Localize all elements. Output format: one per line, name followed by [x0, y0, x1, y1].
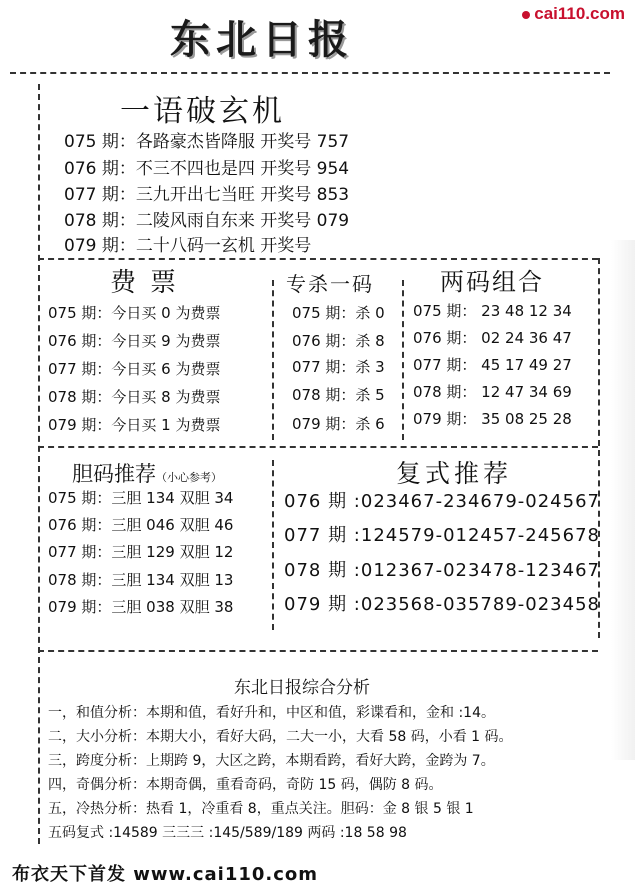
- divider-col-2: [402, 280, 404, 440]
- liangma-line: 079 期： 35 08 25 28: [413, 410, 572, 428]
- feipiao-title: 费票: [110, 268, 191, 298]
- frame-left-border: [38, 84, 40, 844]
- divider-after-yiyu: [38, 258, 598, 260]
- zhuansha-line: 078 期：杀 5: [292, 386, 385, 404]
- danma-title: [72, 458, 222, 488]
- yiyu-line: 076 期：不三不四也是四 开奖号 954: [64, 159, 350, 179]
- danma-note: （小心参考）: [156, 471, 222, 484]
- danma-line: 077 期：三胆 129 双胆 12: [48, 543, 234, 561]
- danma-title-text: 胆码推荐: [72, 462, 156, 486]
- yiyu-line: 078 期：二陵风雨自东来 开奖号 079: [64, 211, 350, 231]
- zhuansha-line: 076 期：杀 8: [292, 332, 385, 350]
- zhuansha-line: 075 期：杀 0: [292, 304, 385, 322]
- liangma-title: 两码组合: [440, 268, 544, 296]
- divider-middle: [38, 446, 598, 448]
- analysis-line: 一，和值分析：本期和值，看好升和，中区和值，彩谍看和，金和 :14。: [48, 705, 495, 721]
- frame-top-divider: [10, 72, 610, 74]
- danma-line: 076 期：三胆 046 双胆 46: [48, 516, 234, 534]
- analysis-line: 三，跨度分析：上期跨 9，大区之跨，本期看跨，看好大跨，金跨为 7。: [48, 753, 495, 769]
- analysis-title: 东北日报综合分析: [234, 678, 370, 698]
- zhuansha-line: 077 期：杀 3: [292, 358, 385, 376]
- yiyu-line: 079 期：二十八码一玄机 开奖号: [64, 236, 312, 256]
- liangma-line: 075 期： 23 48 12 34: [413, 302, 572, 320]
- analysis-line: 四，奇偶分析：本期奇偶，重看奇码，奇防 15 码，偶防 8 码。: [48, 777, 443, 793]
- liangma-line: 076 期： 02 24 36 47: [413, 329, 572, 347]
- feipiao-line: 078 期：今日买 8 为费票: [48, 388, 221, 406]
- analysis-line: 五，冷热分析：热看 1，冷重看 8，重点关注。胆码：金 8 银 5 银 1: [48, 801, 474, 817]
- logo-dot-icon: [522, 11, 530, 19]
- zhuansha-line: 079 期：杀 6: [292, 415, 385, 433]
- danma-line: 075 期：三胆 134 双胆 34: [48, 489, 234, 507]
- danma-line: 078 期：三胆 134 双胆 13: [48, 571, 234, 589]
- divider-col-1: [272, 280, 274, 440]
- divider-col-3: [272, 460, 274, 630]
- feipiao-line: 075 期：今日买 0 为费票: [48, 304, 221, 322]
- site-domain: cai110.com: [534, 4, 625, 23]
- fushi-line: 077 期 :124579-012457-245678: [284, 525, 600, 546]
- analysis-line: 五码复式 :14589 三三三 :145/589/189 两码 :18 58 98: [48, 825, 407, 841]
- site-logo[interactable]: [522, 4, 625, 24]
- footer-credit[interactable]: 布衣天下首发 www.cai110.com: [12, 864, 319, 885]
- fushi-line: 078 期 :012367-023478-123467: [284, 560, 600, 581]
- yiyu-line: 075 期：各路豪杰皆降服 开奖号 757: [64, 132, 350, 152]
- feipiao-line: 077 期：今日买 6 为费票: [48, 360, 221, 378]
- feipiao-line: 079 期：今日买 1 为费票: [48, 416, 221, 434]
- fushi-line: 076 期 :023467-234679-024567: [284, 491, 600, 512]
- liangma-line: 077 期： 45 17 49 27: [413, 356, 572, 374]
- feipiao-line: 076 期：今日买 9 为费票: [48, 332, 221, 350]
- danma-line: 079 期：三胆 038 双胆 38: [48, 598, 234, 616]
- analysis-line: 二，大小分析：本期大小，看好大码，二大一小，大看 58 码，小看 1 码。: [48, 729, 513, 745]
- liangma-line: 078 期： 12 47 34 69: [413, 383, 572, 401]
- paper-edge-shading: [611, 240, 635, 760]
- zhuansha-title: 专杀一码: [286, 272, 374, 296]
- yiyu-title: 一语破玄机: [120, 94, 285, 129]
- yiyu-line: 077 期：三九开出七当旺 开奖号 853: [64, 185, 350, 205]
- fushi-line: 079 期 :023568-035789-023458: [284, 594, 600, 615]
- masthead-title: 东北日报: [170, 16, 354, 63]
- fushi-title: 复式推荐: [396, 459, 513, 488]
- divider-before-analysis: [38, 650, 598, 652]
